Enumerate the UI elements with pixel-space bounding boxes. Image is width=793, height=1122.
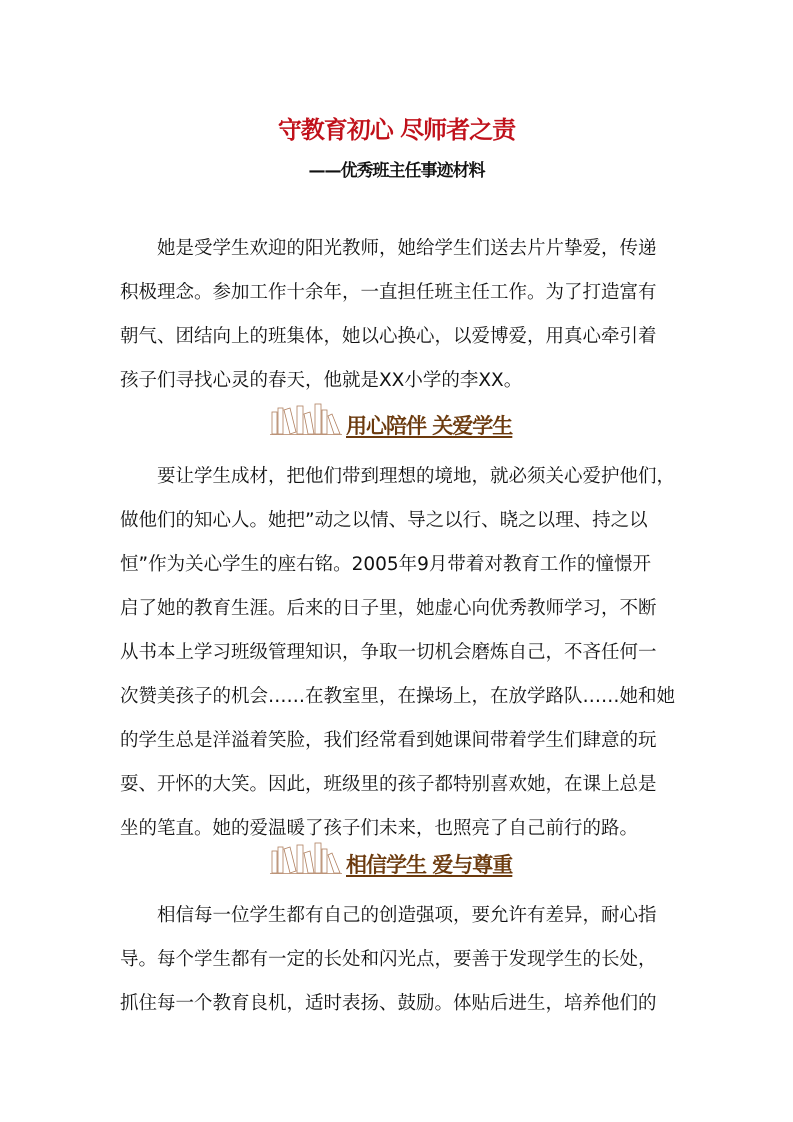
paragraph-line: 坐的笔直。她的爱温暖了孩子们未来，也照亮了自己前行的路。 — [120, 818, 639, 839]
paragraph-line: 导。每个学生都有一定的长处和闪光点，要善于发现学生的长处， — [120, 949, 657, 970]
paragraph-line: 要让学生成材，把他们带到理想的境地，就必须关心爱护他们， — [120, 466, 676, 487]
paragraph-line: 相信每一位学生都有自己的创造强项，要允许有差异，耐心指 — [120, 905, 657, 926]
books-icon — [270, 841, 342, 879]
paragraph-line: 孩子们寻找心灵的春天，他就是XX小学的李XX。 — [120, 370, 523, 391]
document-subtitle: ——优秀班主任事迹材料 — [308, 161, 485, 181]
section-heading-text: 用心陪伴 关爱学生 — [346, 414, 513, 438]
paragraph-line: 积极理念。参加工作十余年，一直担任班主任工作。为了打造富有 — [120, 282, 657, 303]
paragraph-line: 的学生总是洋溢着笑脸，我们经常看到她课间带着学生们肆意的玩 — [120, 730, 657, 751]
section-heading-text: 相信学生 爱与尊重 — [346, 853, 513, 877]
paragraph-line: 耍、开怀的大笑。因此，班级里的孩子都特别喜欢她，在课上总是 — [120, 774, 657, 795]
books-icon — [270, 402, 342, 440]
paragraph-line: 朝气、团结向上的班集体，她以心换心，以爱博爱，用真心牵引着 — [120, 326, 657, 347]
paragraph-line: 启了她的教育生涯。后来的日子里，她虚心向优秀教师学习，不断 — [120, 598, 657, 619]
paragraph-line: 她是受学生欢迎的阳光教师，她给学生们送去片片挚爱，传递 — [120, 238, 657, 259]
paragraph-line: 从书本上学习班级管理知识，争取一切机会磨炼自己，不吝任何一 — [120, 642, 657, 663]
paragraph-line: 做他们的知心人。她把”动之以情、导之以行、晓之以理、持之以 — [120, 510, 648, 531]
paragraph-line: 恒”作为关心学生的座右铭。2005年9月带着对教育工作的憧憬开 — [120, 554, 651, 575]
section-heading — [270, 839, 512, 879]
paragraph-line: 次赞美孩子的机会……在教室里，在操场上，在放学路队……她和她 — [120, 686, 676, 707]
section-heading — [270, 400, 512, 440]
document-title: 守教育初心 尽师者之责 — [277, 116, 516, 144]
paragraph-line: 抓住每一个教育良机，适时表扬、鼓励。体贴后进生，培养他们的 — [120, 993, 657, 1014]
